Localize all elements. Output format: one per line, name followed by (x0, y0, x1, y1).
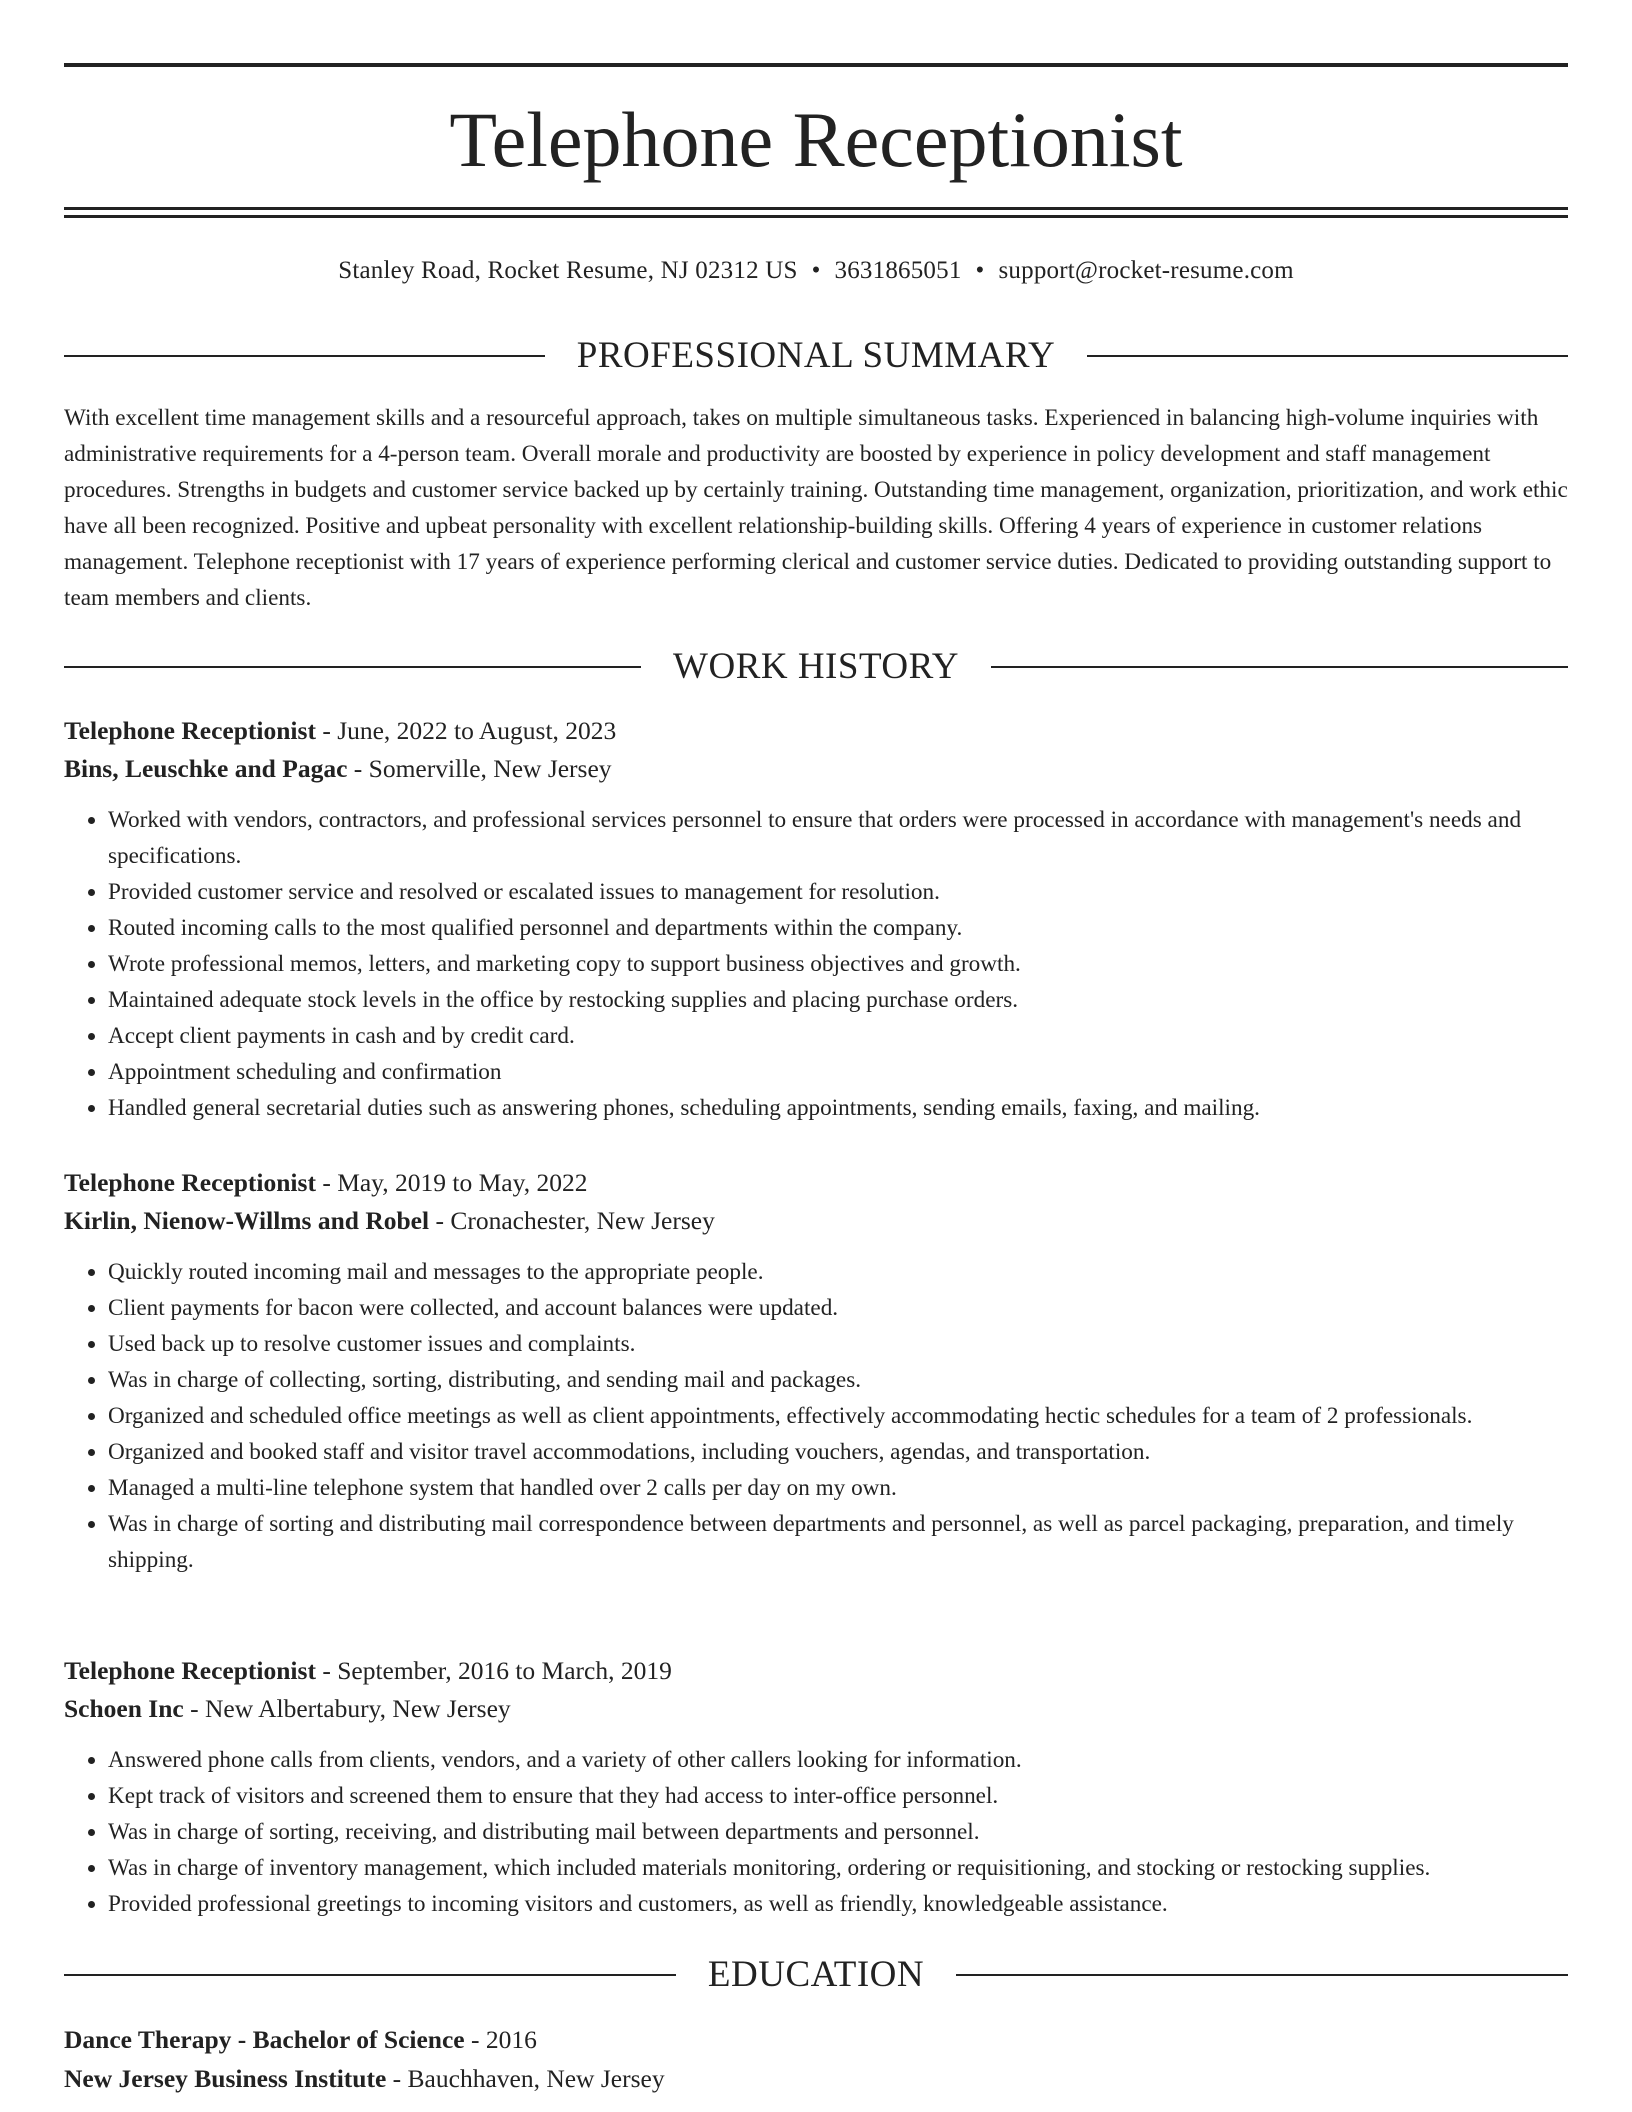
heading-rule (64, 355, 545, 357)
job-dates: May, 2019 to May, 2022 (337, 1168, 588, 1197)
education-school: New Jersey Business Institute (64, 2064, 387, 2093)
job-duty: • Handled general secretarial duties such as answering phones, scheduling appointments, sending emails, faxing, and mailing. (108, 1090, 1568, 1126)
degree-separator: - (464, 2025, 486, 2054)
job-company-line (64, 750, 1568, 788)
contact-phone: 3631865051 (834, 257, 962, 284)
job-title-line (64, 712, 1568, 750)
job-duty: • Wrote professional memos, letters, and marketing copy to support business objectives and growth. (108, 946, 1568, 982)
job-duty: • Routed incoming calls to the most qualified personnel and departments within the company. (108, 910, 1568, 946)
job-duty: • Quickly routed incoming mail and messages to the appropriate people. (108, 1254, 1568, 1290)
job-duty: • Appointment scheduling and confirmation (108, 1054, 1568, 1090)
job-duties-list (64, 802, 1568, 1126)
work-history-heading (64, 645, 1568, 689)
job-entry (64, 1164, 1568, 1578)
contact-address: Stanley Road, Rocket Resume, NJ 02312 US (338, 257, 798, 284)
job-duty: • Accept client payments in cash and by credit card. (108, 1018, 1568, 1054)
job-duty: • Maintained adequate stock levels in the office by restocking supplies and placing purchase orders. (108, 982, 1568, 1018)
heading-rule (64, 666, 641, 668)
work-history-heading-text: WORK HISTORY (673, 646, 959, 687)
job-duty: • Provided customer service and resolved or escalated issues to management for resolution. (108, 874, 1568, 910)
school-separator: - (386, 2064, 408, 2093)
education-year: 2016 (485, 2025, 537, 2054)
job-company-line (64, 1202, 1568, 1240)
job-title-line (64, 1652, 1568, 1690)
title-separator: - (315, 1656, 338, 1685)
title-separator: - (315, 716, 338, 745)
job-duty: • Organized and booked staff and visitor travel accommodations, including vouchers, agendas, and transportation. (108, 1434, 1568, 1470)
job-location: New Albertabury, New Jersey (204, 1694, 511, 1723)
summary-heading (64, 334, 1568, 378)
job-duty: • Was in charge of sorting and distributing mail correspondence between departments and personnel, as well as parcel packaging, preparation, and timely shipping. (108, 1506, 1568, 1578)
summary-heading-text: PROFESSIONAL SUMMARY (576, 335, 1056, 376)
job-duty: • Was in charge of collecting, sorting, distributing, and sending mail and packages. (108, 1362, 1568, 1398)
heading-rule (1087, 355, 1568, 357)
job-duty: • Managed a multi-line telephone system that handled over 2 calls per day on my own. (108, 1470, 1568, 1506)
education-degree: Dance Therapy - Bachelor of Science (64, 2025, 465, 2054)
job-duties-list (64, 1742, 1568, 1922)
job-duty: • Used back up to resolve customer issues and complaints. (108, 1326, 1568, 1362)
candidate-name: Telephone Receptionist (449, 96, 1183, 183)
job-duty: • Organized and scheduled office meetings as well as client appointments, effectively accommodating hectic schedules for a team of 2 professionals. (108, 1398, 1568, 1434)
job-title: Telephone Receptionist (64, 1168, 316, 1197)
job-company-line (64, 1690, 1568, 1728)
company-separator: - (183, 1694, 205, 1723)
job-location: Somerville, New Jersey (368, 754, 612, 783)
education-heading (64, 1953, 1568, 1997)
heading-rule (956, 1974, 1568, 1976)
job-entry (64, 712, 1568, 1126)
job-company: Schoen Inc (64, 1694, 184, 1723)
heading-rule (991, 666, 1568, 668)
job-entry (64, 1652, 1568, 1922)
name-underline-rule (64, 207, 1568, 210)
job-company: Bins, Leuschke and Pagac (64, 754, 348, 783)
job-duties-list (64, 1254, 1568, 1578)
education-degree-line (64, 2020, 1568, 2059)
job-duty: • Provided professional greetings to incoming visitors and customers, as well as friendly, knowledgeable assistance. (108, 1886, 1568, 1922)
top-rule (64, 63, 1568, 67)
job-dates: September, 2016 to March, 2019 (337, 1656, 672, 1685)
job-duty: • Client payments for bacon were collected, and account balances were updated. (108, 1290, 1568, 1326)
summary-text: With excellent time management skills and a resourceful approach, takes on multiple simultaneous tasks. Experienced in balancing high-volume inquiries with administrative requirements for a 4-person team. Overall morale and productivity are boosted by experience in policy development and staff management procedures. Strengths in budgets and customer service backed up by certainly training. Outstanding time management, organization, prioritization, and work ethic have all been recognized. Positive and upbeat personality with excellent relationship-building skills. Offering 4 years of experience in customer relations management. Telephone receptionist with 17 years of experience performing clerical and customer service duties. Dedicated to providing outstanding support to team members and clients. (64, 405, 1568, 611)
contact-line (64, 253, 1568, 289)
heading-rule (64, 1974, 676, 1976)
job-duty: • Was in charge of sorting, receiving, and distributing mail between departments and personnel. (108, 1814, 1568, 1850)
contact-separator: • (975, 257, 985, 284)
name-underline-rule-2 (64, 215, 1568, 218)
education-school-line (64, 2059, 1568, 2098)
job-duty: • Answered phone calls from clients, vendors, and a variety of other callers looking for information. (108, 1742, 1568, 1778)
job-title: Telephone Receptionist (64, 1656, 316, 1685)
job-location: Cronachester, New Jersey (450, 1206, 715, 1235)
job-company: Kirlin, Nienow-Willms and Robel (64, 1206, 430, 1235)
education-location: Bauchhaven, New Jersey (407, 2064, 665, 2093)
contact-separator: • (811, 257, 821, 284)
title-separator: - (315, 1168, 338, 1197)
job-dates: June, 2022 to August, 2023 (337, 716, 617, 745)
job-duty: • Kept track of visitors and screened them to ensure that they had access to inter-office personnel. (108, 1778, 1568, 1814)
education-heading-text: EDUCATION (707, 1954, 925, 1995)
job-duty: • Worked with vendors, contractors, and professional services personnel to ensure that orders were processed in accordance with management's needs and specifications. (108, 802, 1568, 874)
company-separator: - (347, 754, 369, 783)
job-title-line (64, 1164, 1568, 1202)
job-duty: • Was in charge of inventory management, which included materials monitoring, ordering or requisitioning, and stocking or restocking supplies. (108, 1850, 1568, 1886)
company-separator: - (429, 1206, 451, 1235)
education-entry (64, 2020, 1568, 2098)
job-title: Telephone Receptionist (64, 716, 316, 745)
contact-email[interactable]: support@rocket-resume.com (998, 257, 1294, 284)
